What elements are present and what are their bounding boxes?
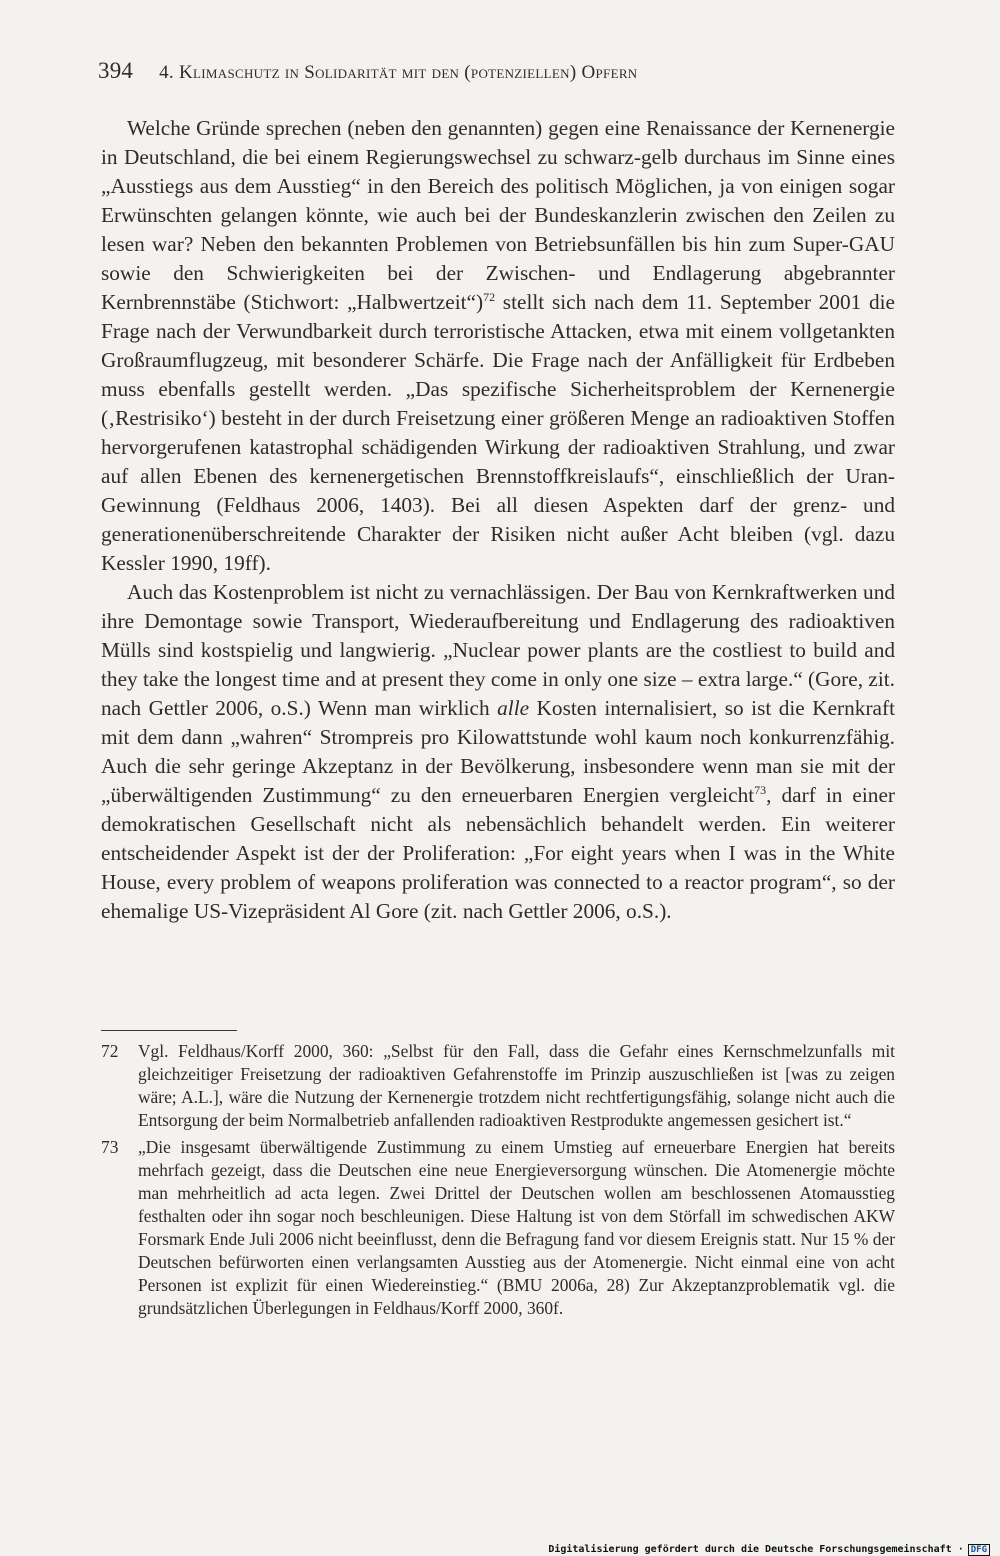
footnote-ref-72: 72 — [483, 289, 496, 304]
footnote-ref-73: 73 — [754, 782, 767, 797]
paragraph-2-text-b: Kosten internalisiert, so ist die Kernkraft mit dem dann „wahren“ Strompreis pro Kilowattstunde wohl kaum noch konkurrenzfähig. Auch die sehr geringe Akzeptanz in der Bevölkerung, insbesondere wenn man sie mit der „überwältigenden Zustimmung“ zu den erneuerbaren Energien vergleicht — [101, 696, 895, 807]
footnote-text: „Die insgesamt überwältigende Zustimmung zu einem Umstieg auf erneuerbare Energien hat bereits mehrfach gezeigt, dass die Deutschen eine neue Energieversorgung wünschen. Die Atomenergie möchte man mehrheitlich ad acta legen. Zwei Drittel der Deutschen wollen am beschlossenen Atomausstieg festhalten oder ihn sogar noch beschleunigen. Diese Haltung ist von dem Störfall im schwedischen AKW Forsmark Ende Juli 2006 nicht beeinflusst, denn die Befragung fand vor diesem Ereignis statt. Nur 15 % der Deutschen befürworten einen verlangsamten Ausstieg aus der Atomenergie. Nicht einmal eine von acht Personen ist explizit für einen Wiedereinstieg.“ (BMU 2006a, 28) Zur Akzeptanzproblematik vgl. die grundsätzlichen Überlegungen in Feldhaus/Korff 2000, 360f. — [138, 1137, 895, 1318]
chapter-title: 4. Klimaschutz in Solidarität mit den (potenziellen) Opfern — [159, 62, 638, 83]
paragraph-1-text-a: Welche Gründe sprechen (neben den genannten) gegen eine Renaissance der Kernenergie in Deutschland, die bei einem Regierungswechsel zu schwarz-gelb durchaus im Sinne eines „Ausstiegs aus dem Ausstieg“ in den Bereich des politisch Möglichen, ja von einigen sogar Erwünschten gelangen könnte, wie auch bei der Bundeskanzlerin zwischen den Zeilen zu lesen war? Neben den bekannten Problemen von Betriebsunfällen bis hin zum Super-GAU sowie den Schwierigkeiten bei der Zwischen- und Endlagerung abgebrannter Kernbrennstäbe (Stichwort: „Halbwertzeit“) — [101, 116, 895, 314]
footnote-separator — [101, 1030, 237, 1031]
paragraph-1 — [101, 114, 895, 578]
credit-text: Digitalisierung gefördert durch die Deutsche Forschungsgemeinschaft · — [548, 1544, 964, 1555]
footnotes — [101, 1040, 895, 1324]
paragraph-1-text-b: stellt sich nach dem 11. September 2001 die Frage nach der Verwundbarkeit durch terroristische Attacken, etwa mit einem vollgetankten Großraumflugzeug, mit besonderer Schärfe. Die Frage nach der Anfälligkeit für Erdbeben muss ebenfalls gestellt werden. „Das spezifische Sicherheitsproblem der Kernenergie (‚Restrisiko‘) besteht in der durch Freisetzung einer größeren Menge an radioaktiven Stoffen hervorgerufenen katastrophal schädigenden Wirkung der radioaktiven Strahlung, und zwar auf allen Ebenen des kernenergetischen Brennstoffkreislaufs“, einschließlich der Uran-Gewinnung (Feldhaus 2006, 1403). Bei all diesen Aspekten darf der grenz- und generationenüberschreitende Charakter der Risiken nicht außer Acht bleiben (vgl. dazu Kessler 1990, 19ff). — [101, 290, 895, 575]
dfg-logo: DFG — [968, 1544, 990, 1556]
paragraph-2-text-c: , darf in einer demokratischen Gesellschaft nicht als nebensächlich behandelt werden. Ein weiterer entscheidender Aspekt ist der der Proliferation: „For eight years when I was in the White House, every problem of weapons proliferation was connected to a reactor program“, so der ehemalige US-Vizepräsident Al Gore (zit. nach Gettler 2006, o.S.). — [101, 783, 895, 923]
paragraph-2-text-a: Auch das Kostenproblem ist nicht zu vernachlässigen. Der Bau von Kernkraftwerken und ihre Demontage sowie Transport, Wiederaufbereitung und Endlagerung des radioaktiven Mülls sind kostspielig und langwierig. „Nuclear power plants are the costliest to build and they take the longest time and at present they come in only one size – extra large.“ (Gore, zit. nach Gettler 2006, o.S.) Wenn man wirklich — [101, 580, 895, 720]
emphasis-alle: alle — [497, 696, 530, 720]
footnote-number: 73 — [101, 1137, 119, 1157]
page-number: 394 — [98, 58, 134, 83]
paragraph-2 — [101, 578, 895, 926]
footnote-72 — [101, 1040, 895, 1132]
footnote-number: 72 — [101, 1041, 119, 1061]
footnote-text: Vgl. Feldhaus/Korff 2000, 360: „Selbst für den Fall, dass die Gefahr eines Kernschmelzunfalls mit gleichzeitiger Freisetzung der radioaktiven Gefahrenstoffe im Prinzip auszuschließen ist [was zu zeigen wäre; A.L.], wäre die Nutzung der Kernenergie trotzdem nicht rechtfertigungsfähig, solange nicht auch die Entsorgung der beim Normalbetrieb anfallenden radioaktiven Restprodukte angemessen gesichert ist.“ — [138, 1041, 895, 1130]
body-text — [101, 114, 895, 926]
digitization-credit — [548, 1544, 990, 1556]
footnote-73 — [101, 1136, 895, 1320]
running-head — [98, 58, 898, 84]
